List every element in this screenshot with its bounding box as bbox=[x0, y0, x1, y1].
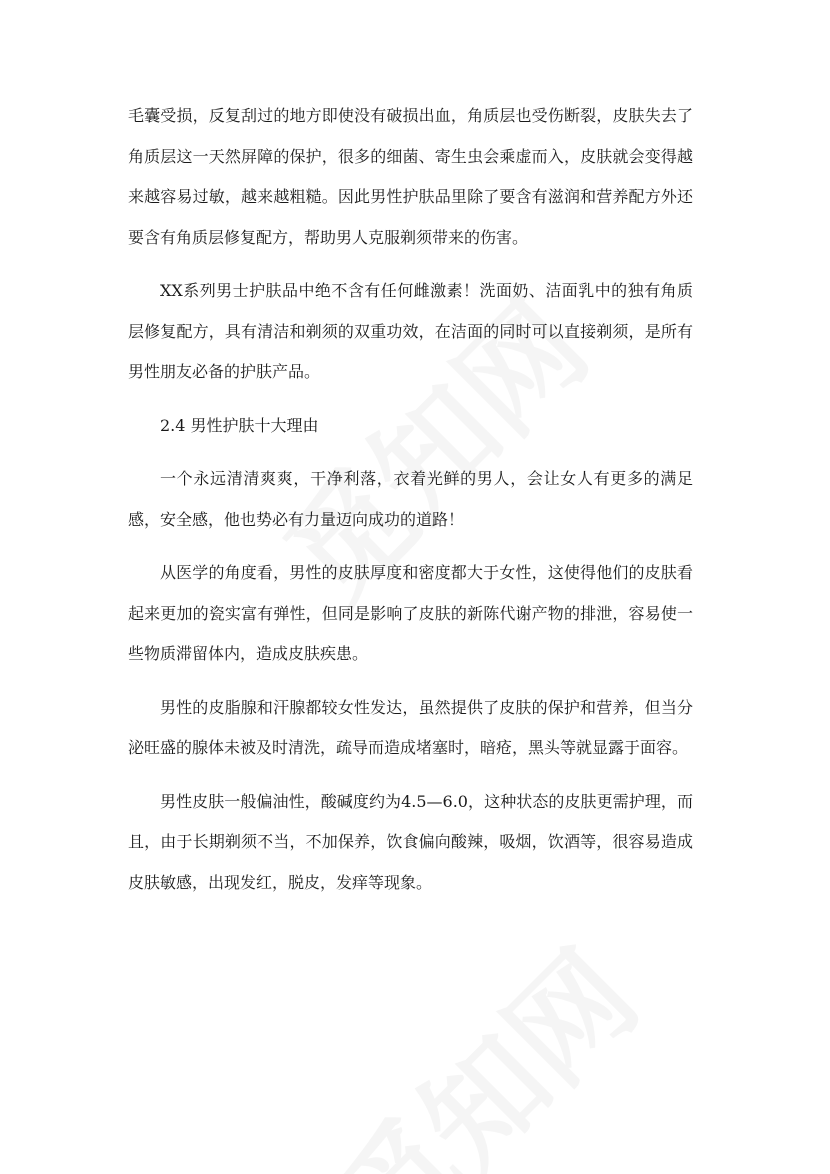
paragraph-2: XX系列男士护肤品中绝不含有任何雌激素！洗面奶、洁面乳中的独有角质层修复配方，具有清洁和剃须的双重功效，在洁面的同时可以直接剃须，是所有男性朋友必备的护肤产品。 bbox=[128, 281, 693, 381]
paragraph-6: 男性皮肤一般偏油性，酸碱度约为4.5—6.0，这种状态的皮肤更需护理，而且，由于长期剃须不当，不加保养，饮食偏向酸辣，吸烟，饮酒等，很容易造成皮肤敏感，出现发红，脱皮，发痒等现象。 bbox=[128, 791, 693, 892]
paragraph-1: 毛囊受损，反复刮过的地方即使没有破损出血，角质层也受伤断裂，皮肤失去了角质层这一天然屏障的保护，很多的细菌、寄生虫会乘虚而入，皮肤就会变得越来越容易过敏，越来越粗糙。因此男性护肤品里除了要含有滋润和营养配方外还要含有角质层修复配方，帮助男人克服剃须带来的伤害。 bbox=[128, 106, 693, 247]
watermark bbox=[292, 908, 668, 1174]
paragraph-5: 男性的皮脂腺和汗腺都较女性发达，虽然提供了皮肤的保护和营养，但当分泌旺盛的腺体未被及时清洗，疏导而造成堵塞时，暗疮，黑头等就显露于面容。 bbox=[128, 697, 693, 757]
paragraph-4: 从医学的角度看，男性的皮肤厚度和密度都大于女性，这使得他们的皮肤看起来更加的瓷实富有弹性，但同是影响了皮肤的新陈代谢产物的排泄，容易使一些物质滞留体内，造成皮肤疾患。 bbox=[128, 563, 693, 663]
section-heading: 2.4 男性护肤十大理由 bbox=[160, 415, 319, 435]
paragraph-3: 一个永远清清爽爽，干净利落，衣着光鲜的男人，会让女人有更多的满足感，安全感，他也势必有力量迈向成功的道路！ bbox=[128, 469, 693, 529]
document-body bbox=[128, 96, 693, 916]
